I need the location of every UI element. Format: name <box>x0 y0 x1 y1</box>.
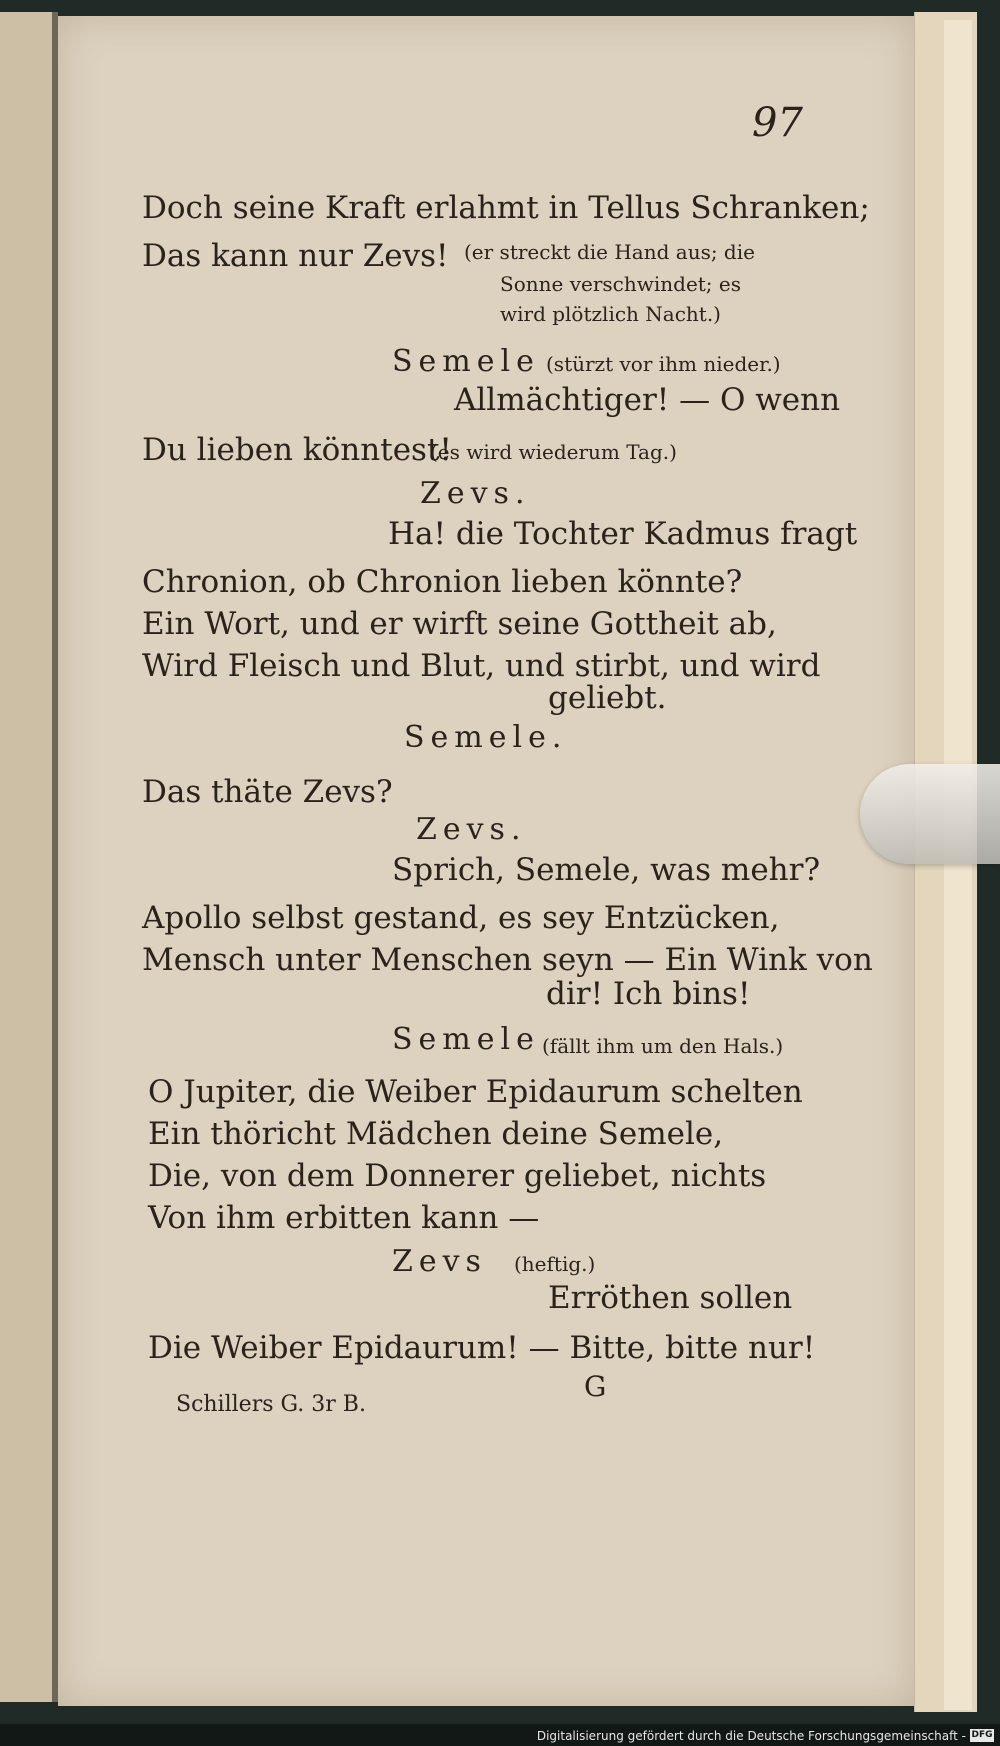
speaker-name: Semele <box>392 344 540 379</box>
stage-direction: Sonne verschwindet; es <box>500 272 742 296</box>
verse-line: Doch seine Kraft erlahmt in Tellus Schranken; <box>142 190 870 226</box>
verse-line: Erröthen sollen <box>548 1280 793 1316</box>
verse-line: Das thäte Zevs? <box>142 774 393 810</box>
dfg-logo: DFG <box>971 1730 993 1740</box>
stage-direction: (fällt ihm um den Hals.) <box>542 1034 784 1058</box>
page-holder-clip <box>860 764 1000 864</box>
verse-line: Ein Wort, und er wirft seine Gottheit ab, <box>142 606 777 642</box>
verse-line: Die Weiber Epidaurum! — Bitte, bitte nur! <box>148 1330 816 1366</box>
verse-line: Das kann nur Zevs! <box>142 238 449 274</box>
stage-direction: (stürzt vor ihm nieder.) <box>546 352 781 376</box>
verse-line: Sprich, Semele, was mehr? <box>392 852 821 888</box>
verse-line: Apollo selbst gestand, es sey Entzücken, <box>142 900 780 936</box>
verse-line: O Jupiter, die Weiber Epidaurum schelten <box>148 1074 803 1110</box>
signature-footer: Schillers G. 3r B. <box>176 1392 366 1417</box>
verse-line: Allmächtiger! — O wenn <box>454 382 841 418</box>
stage-direction: (es wird wiederum Tag.) <box>430 440 677 464</box>
digitization-footer <box>0 1724 1000 1746</box>
right-page-stack-inner <box>944 20 972 1710</box>
verse-line: Ein thöricht Mädchen deine Semele, <box>148 1116 724 1152</box>
stage-direction: wird plötzlich Nacht.) <box>500 302 721 326</box>
verse-line: Die, von dem Donnerer geliebet, nichts <box>148 1158 767 1194</box>
verse-line: Wird Fleisch und Blut, und stirbt, und wird <box>142 648 821 684</box>
left-page-edge <box>0 12 54 1702</box>
speaker-name: Zevs. <box>420 476 531 511</box>
speaker-name: Zevs <box>392 1244 487 1279</box>
speaker-name: Semele <box>392 1022 540 1057</box>
page-number: 97 <box>752 100 803 146</box>
verse-line: Du lieben könntest! <box>142 432 452 468</box>
verse-line: dir! Ich bins! <box>546 976 751 1012</box>
speaker-name: Zevs. <box>416 812 527 847</box>
signature-mark: G <box>584 1370 607 1403</box>
verse-line: geliebt. <box>548 680 667 716</box>
stage-direction: (heftig.) <box>514 1252 596 1276</box>
verse-line: Ha! die Tochter Kadmus fragt <box>388 516 858 552</box>
footer-credit: Digitalisierung gefördert durch die Deutsche Forschungsgemeinschaft - <box>536 1729 966 1743</box>
verse-line: Mensch unter Menschen seyn — Ein Wink von <box>142 942 873 978</box>
speaker-name: Semele. <box>404 720 568 755</box>
verse-line: Chronion, ob Chronion lieben könnte? <box>142 564 743 600</box>
verse-line: Von ihm erbitten kann — <box>148 1200 540 1236</box>
stage-direction: (er streckt die Hand aus; die <box>464 240 755 264</box>
